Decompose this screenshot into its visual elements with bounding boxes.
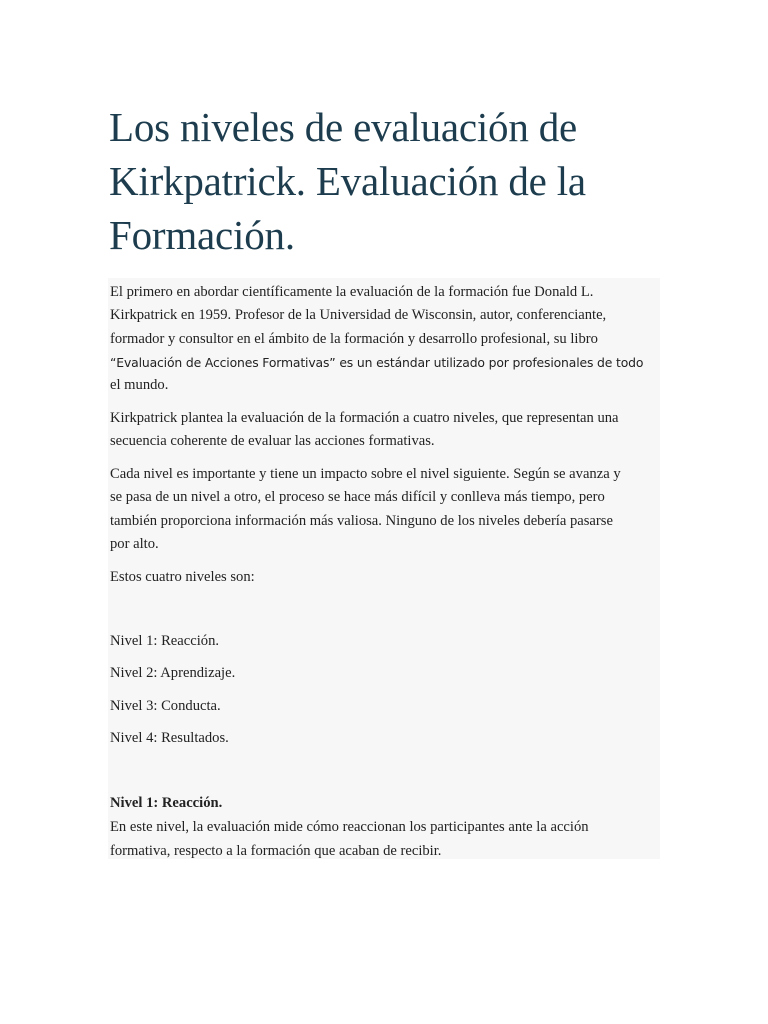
paragraph-1-line-2: Kirkpatrick en 1959. Profesor de la Universidad de Wisconsin, autor, conferenciante, [110,307,607,323]
paragraph-1-line-5: el mundo. [110,377,169,393]
paragraph-1-line-1: El primero en abordar científicamente la evaluación de la formación fue Donald L. [110,284,594,300]
level-item-1: Nivel 1: Reacción. [110,633,220,649]
title-line-3: Formación. [109,212,295,258]
section-1-line-2: formativa, respecto a la formación que acaban de recibir. [110,843,442,859]
paragraph-3-line-4: por alto. [110,536,159,552]
paragraph-2-line-1: Kirkpatrick plantea la evaluación de la formación a cuatro niveles, que representan una [110,410,619,426]
section-1-line-1: En este nivel, la evaluación mide cómo reaccionan los participantes ante la acción [110,819,589,835]
paragraph-3-line-2: se pasa de un nivel a otro, el proceso se hace más difícil y conlleva más tiempo, pero [110,489,605,505]
page-title [109,100,689,262]
title-line-1: Los niveles de evaluación de [109,104,578,150]
levels-intro: Estos cuatro niveles son: [110,569,255,585]
paragraph-1-line-3: formador y consultor en el ámbito de la formación y desarrollo profesional, su libro [110,331,598,347]
level-item-2: Nivel 2: Aprendizaje. [110,665,236,681]
paragraph-3-line-1: Cada nivel es importante y tiene un impacto sobre el nivel siguiente. Según se avanza y [110,466,621,482]
level-item-4: Nivel 4: Resultados. [110,730,229,746]
paragraph-2-line-2: secuencia coherente de evaluar las acciones formativas. [110,433,435,449]
title-line-2: Kirkpatrick. Evaluación de la [109,158,586,204]
paragraph-1-line-4: “Evaluación de Acciones Formativas” es un estándar utilizado por profesionales de todo [110,355,644,370]
level-item-3: Nivel 3: Conducta. [110,698,221,714]
section-1-heading: Nivel 1: Reacción. [110,795,223,811]
paragraph-3-line-3: también proporciona información más valiosa. Ninguno de los niveles debería pasarse [110,513,613,529]
